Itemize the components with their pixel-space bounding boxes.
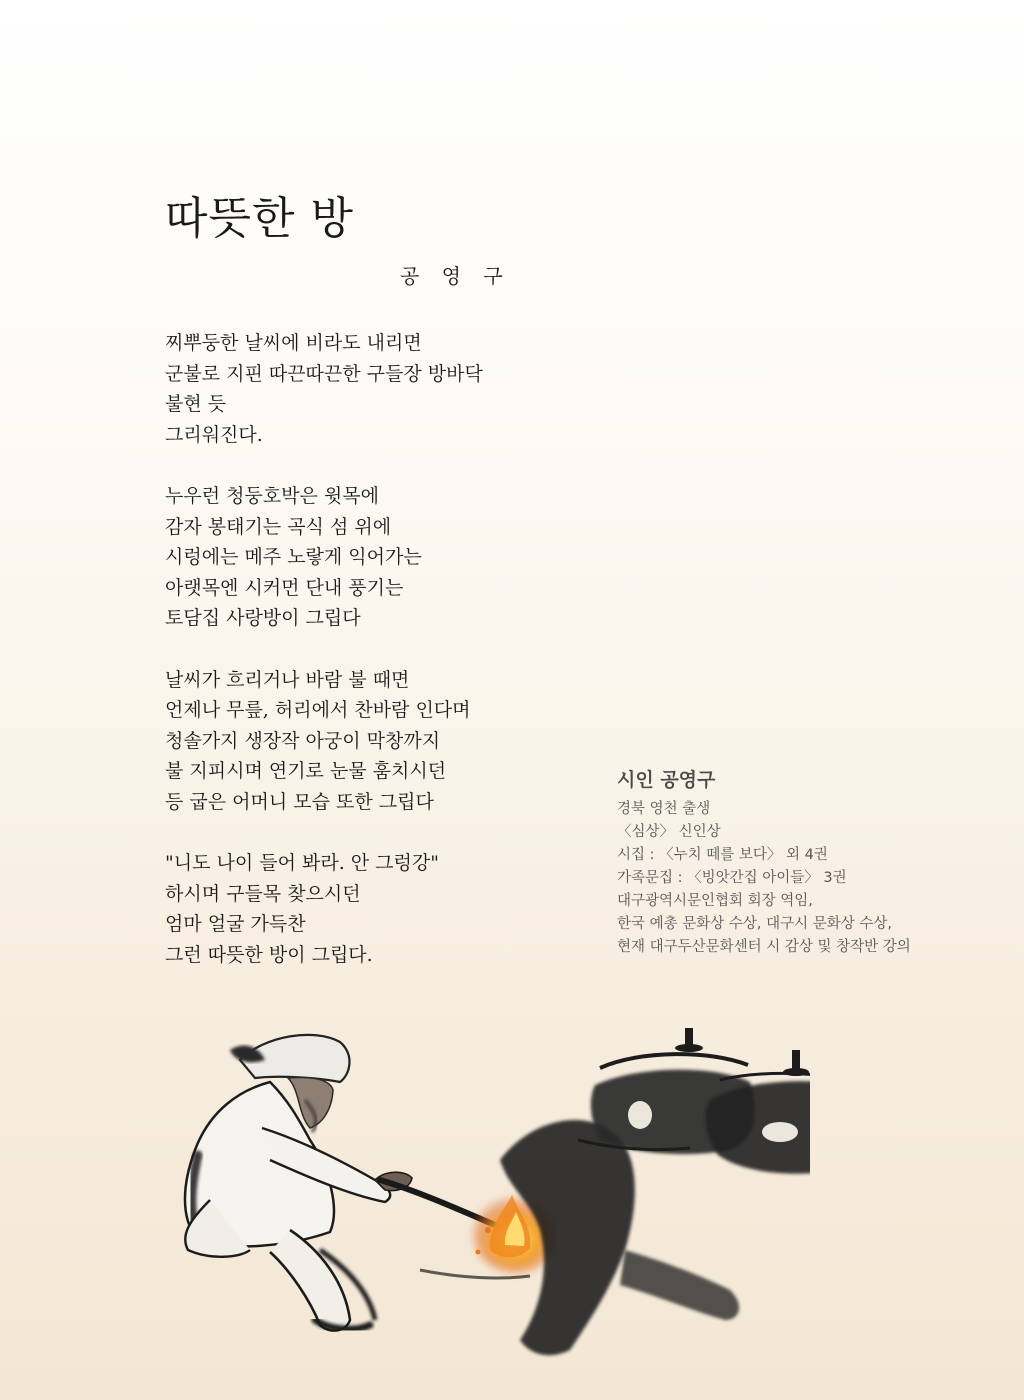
poem-line: 토담집 사랑방이 그립다 xyxy=(165,607,361,629)
poem-line: 하시며 구들목 찾으시던 xyxy=(165,882,361,905)
iron-cauldron-right xyxy=(706,1050,810,1174)
poem-line: 불 지피시며 연기로 눈물 훔치시던 xyxy=(165,760,447,782)
poet-name: 시인 공영구 xyxy=(617,769,716,791)
poem-line: 등 굽은 어머니 모습 또한 그립다 xyxy=(165,790,434,813)
poet-bio xyxy=(617,765,957,959)
bio-line: 한국 예총 문화상 수상, 대구시 문화상 수상, xyxy=(617,916,892,932)
bio-line: 가족문집 : 〈빙앗간집 아이들〉 3권 xyxy=(617,870,847,886)
bio-line: 현재 대구두산문화센터 시 감상 및 창작반 강의 xyxy=(617,939,911,955)
poem-line: 감자 봉태기는 곡식 섬 위에 xyxy=(165,515,392,538)
poem-line: 그리워진다. xyxy=(165,423,263,446)
hearth-ink-wash xyxy=(420,1120,739,1355)
poem-line: 누우런 청둥호박은 윗목에 xyxy=(165,485,379,507)
poem-body xyxy=(165,328,565,1001)
poem-author: 공 영 구 xyxy=(400,264,511,288)
poem-stanza xyxy=(165,848,565,970)
poem-line: 엄마 얼굴 가득찬 xyxy=(165,913,306,935)
bio-line: 대구광역시문인협회 회장 역임, xyxy=(617,893,813,909)
poem-line: 찌뿌둥한 날씨에 비라도 내리면 xyxy=(165,332,422,354)
poem-stanza xyxy=(165,665,565,818)
woman-figure xyxy=(185,1035,412,1331)
poem-line: 아랫목엔 시커먼 단내 풍기는 xyxy=(165,576,404,599)
poem-line: 시렁에는 메주 노랗게 익어가는 xyxy=(165,546,422,568)
poem-stanza xyxy=(165,328,565,450)
bio-line: 〈심상〉 신인상 xyxy=(617,824,721,840)
poem-line: 언제나 무릎, 허리에서 찬바람 인다며 xyxy=(165,699,471,721)
poem-stanza xyxy=(165,481,565,634)
bio-line: 경북 영천 출생 xyxy=(617,801,711,817)
poem-title: 따뜻한 방 xyxy=(165,193,355,245)
poem-line: 불현 듯 xyxy=(165,393,227,415)
ink-painting-illustration xyxy=(170,1020,810,1380)
poem-line: 날씨가 흐리거나 바람 불 때면 xyxy=(165,668,410,691)
bio-line: 시집 : 〈누치 떼를 보다〉 외 4권 xyxy=(617,847,828,863)
poem-line: 그런 따뜻한 방이 그립다. xyxy=(165,943,373,966)
poem-line: 청솔가지 생장작 아궁이 막창까지 xyxy=(165,729,441,752)
poem-line: 군불로 지핀 따끈따끈한 구들장 방바닥 xyxy=(165,362,483,385)
poem-line: "니도 나이 들어 봐라. 안 그렁강" xyxy=(165,852,439,874)
